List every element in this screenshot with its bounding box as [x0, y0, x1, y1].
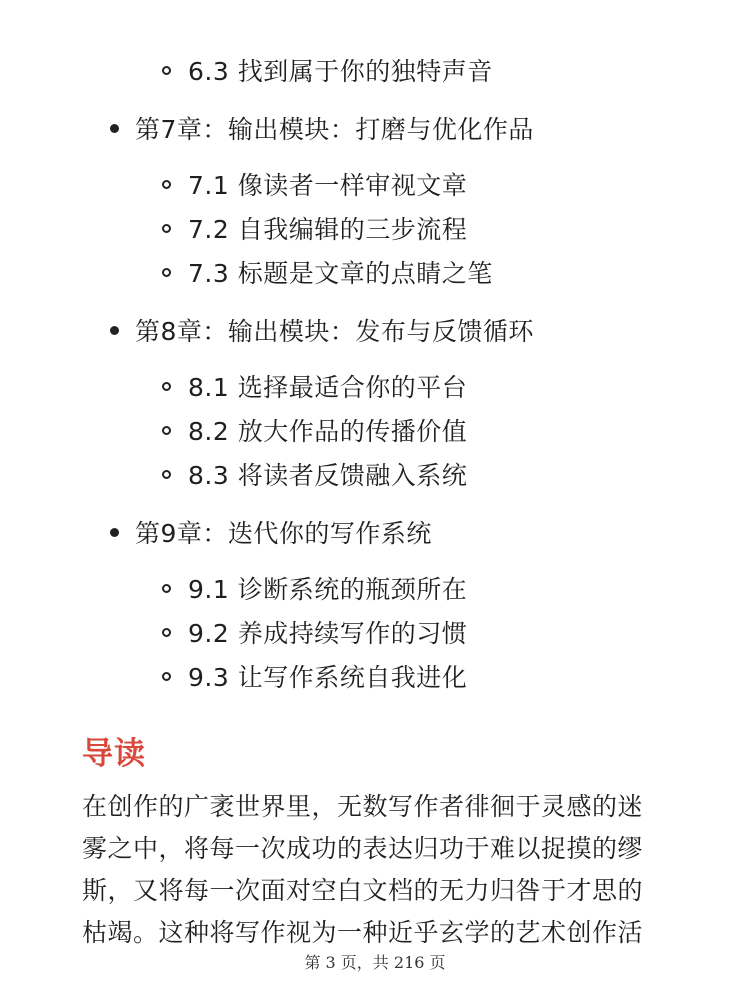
hollow-bullet-icon — [162, 584, 171, 593]
filled-bullet-icon — [110, 528, 119, 537]
paragraph-line: 斯，又将每一次面对空白文档的无力归咎于才思的 — [82, 876, 644, 905]
toc-chapter-label: 第8章：输出模块：发布与反馈循环 — [135, 317, 534, 346]
toc-section-label: 7.2 自我编辑的三步流程 — [188, 215, 468, 244]
toc-section-label: 9.3 让写作系统自我进化 — [188, 663, 468, 692]
paragraph-line: 枯竭。这种将写作视为一种近乎玄学的艺术创作活 — [82, 918, 644, 947]
toc-section-item[interactable] — [162, 408, 467, 452]
toc-chapter-item[interactable] — [110, 510, 432, 554]
hollow-bullet-icon — [162, 628, 171, 637]
toc-section-item[interactable] — [162, 206, 467, 250]
toc-section-item[interactable] — [162, 654, 467, 698]
paragraph-line: 雾之中，将每一次成功的表达归功于难以捉摸的缪 — [82, 834, 644, 863]
toc-section-label: 9.2 养成持续写作的习惯 — [188, 619, 468, 648]
toc-section-item[interactable] — [162, 162, 467, 206]
hollow-bullet-icon — [162, 426, 171, 435]
toc-section-item[interactable] — [162, 610, 467, 654]
toc-section-item[interactable] — [162, 48, 493, 92]
toc-chapter-item[interactable] — [110, 106, 534, 150]
toc-section-label: 9.1 诊断系统的瓶颈所在 — [188, 575, 468, 604]
toc-section-label: 7.3 标题是文章的点睛之笔 — [188, 259, 493, 288]
hollow-bullet-icon — [162, 66, 171, 75]
toc-section-label: 8.1 选择最适合你的平台 — [188, 373, 468, 402]
toc-chapter-label: 第9章：迭代你的写作系统 — [135, 519, 432, 548]
toc-section-label: 7.1 像读者一样审视文章 — [188, 171, 468, 200]
toc-section-label: 8.3 将读者反馈融入系统 — [188, 461, 468, 490]
intro-paragraph — [82, 786, 668, 954]
page-number-footer: 第 3 页，共 216 页 — [304, 953, 446, 972]
hollow-bullet-icon — [162, 470, 171, 479]
toc-section-item[interactable] — [162, 364, 467, 408]
hollow-bullet-icon — [162, 672, 171, 681]
toc-chapter-item[interactable] — [110, 308, 534, 352]
toc-section-item[interactable] — [162, 566, 467, 610]
toc-section-label: 6.3 找到属于你的独特声音 — [188, 57, 493, 86]
toc-section-item[interactable] — [162, 452, 467, 496]
hollow-bullet-icon — [162, 268, 171, 277]
filled-bullet-icon — [110, 326, 119, 335]
toc-chapter-label: 第7章：输出模块：打磨与优化作品 — [135, 115, 534, 144]
toc-section-item[interactable] — [162, 250, 493, 294]
section-heading: 导读 — [82, 736, 146, 772]
hollow-bullet-icon — [162, 180, 171, 189]
paragraph-line: 在创作的广袤世界里，无数写作者徘徊于灵感的迷 — [82, 792, 644, 821]
hollow-bullet-icon — [162, 382, 171, 391]
toc-section-label: 8.2 放大作品的传播价值 — [188, 417, 468, 446]
filled-bullet-icon — [110, 124, 119, 133]
hollow-bullet-icon — [162, 224, 171, 233]
